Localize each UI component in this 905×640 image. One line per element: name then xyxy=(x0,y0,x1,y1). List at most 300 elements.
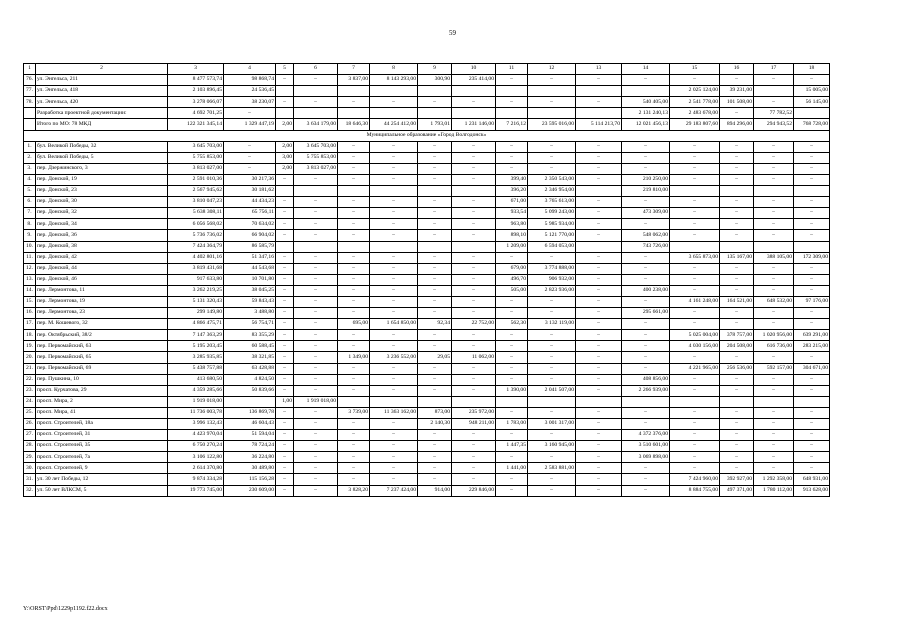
value-cell: – xyxy=(294,174,338,185)
value-cell: – xyxy=(276,75,294,86)
address-cell: пер. Лермонтова, 11 xyxy=(36,285,168,296)
value-cell: – xyxy=(622,341,670,352)
value-cell: – xyxy=(418,230,452,241)
value-cell: 78 724,24 xyxy=(224,441,276,452)
value-cell: – xyxy=(622,296,670,307)
address-cell: пер. Донской, 19 xyxy=(36,174,168,185)
value-cell: 1 780 112,00 xyxy=(754,485,794,496)
value-cell: 1 390,00 xyxy=(496,385,528,396)
table-row xyxy=(24,285,830,296)
table-row xyxy=(24,186,830,197)
value-cell: – xyxy=(452,474,496,485)
value-cell: – xyxy=(622,252,670,263)
value-cell: 1 919 018,00 xyxy=(294,396,338,407)
value-cell: – xyxy=(276,452,294,463)
address-cell: пер. Донской, 42 xyxy=(36,252,168,263)
value-cell: 6 056 568,02 xyxy=(168,219,224,230)
value-cell: – xyxy=(370,296,418,307)
value-cell: – xyxy=(452,152,496,163)
value-cell: – xyxy=(794,141,830,152)
value-cell: – xyxy=(622,419,670,430)
value-cell: 3 510 601,00 xyxy=(622,441,670,452)
value-cell: 5 131 320,43 xyxy=(168,296,224,307)
value-cell: – xyxy=(720,308,754,319)
value-cell: – xyxy=(576,308,622,319)
value-cell xyxy=(294,186,338,197)
value-cell: – xyxy=(528,296,576,307)
value-cell: – xyxy=(452,363,496,374)
column-number: 1 xyxy=(24,64,36,75)
value-cell: – xyxy=(452,97,496,108)
value-cell xyxy=(452,86,496,97)
value-cell: 6 594 053,00 xyxy=(528,241,576,252)
value-cell: – xyxy=(576,319,622,330)
address-cell: пер. Лермонтова, 23 xyxy=(36,308,168,319)
value-cell: – xyxy=(452,263,496,274)
value-cell: 5 438 757,88 xyxy=(168,363,224,374)
address-cell: просп. Мира, 41 xyxy=(36,407,168,418)
value-cell: 29,05 xyxy=(418,352,452,363)
table-row xyxy=(24,452,830,463)
value-cell: – xyxy=(370,308,418,319)
value-cell: – xyxy=(622,152,670,163)
value-cell: – xyxy=(338,296,370,307)
table-row xyxy=(24,241,830,252)
value-cell: 3 645 703,00 xyxy=(168,141,224,152)
value-cell: 59 843,43 xyxy=(224,296,276,307)
value-cell: – xyxy=(276,296,294,307)
value-cell: – xyxy=(452,230,496,241)
value-cell: – xyxy=(338,152,370,163)
value-cell: 913 628,00 xyxy=(794,485,830,496)
value-cell: – xyxy=(370,363,418,374)
value-cell xyxy=(496,86,528,97)
section-row xyxy=(24,130,830,141)
value-cell: – xyxy=(528,474,576,485)
value-cell: 1,00 xyxy=(276,396,294,407)
value-cell: 92,34 xyxy=(418,319,452,330)
value-cell: 2 103 896,45 xyxy=(168,86,224,97)
value-cell: – xyxy=(576,352,622,363)
value-cell: – xyxy=(294,274,338,285)
value-cell: – xyxy=(452,374,496,385)
value-cell: 3 765 613,00 xyxy=(528,197,576,208)
column-number: 6 xyxy=(294,64,338,75)
value-cell: – xyxy=(576,75,622,86)
value-cell xyxy=(754,86,794,97)
value-cell: – xyxy=(276,274,294,285)
value-cell: – xyxy=(294,285,338,296)
value-cell: – xyxy=(370,219,418,230)
value-cell: – xyxy=(576,407,622,418)
value-cell: 256 536,00 xyxy=(720,363,754,374)
value-cell: 219 810,00 xyxy=(622,186,670,197)
value-cell: 17. xyxy=(24,319,36,330)
value-cell xyxy=(576,86,622,97)
value-cell: 4 692 701,25 xyxy=(168,108,224,119)
value-cell: 3 813 027,00 xyxy=(294,163,338,174)
value-cell: – xyxy=(294,75,338,86)
value-cell: – xyxy=(670,407,720,418)
value-cell: 27. xyxy=(24,430,36,441)
value-cell: – xyxy=(528,352,576,363)
value-cell: – xyxy=(528,152,576,163)
value-cell: 2 591 010,36 xyxy=(168,174,224,185)
value-cell: 115 156,28 xyxy=(224,474,276,485)
address-cell: пер. Донской, 34 xyxy=(36,219,168,230)
value-cell: 679,00 xyxy=(496,263,528,274)
value-cell: 38 230,07 xyxy=(224,97,276,108)
value-cell: – xyxy=(576,341,622,352)
value-cell: – xyxy=(370,163,418,174)
value-cell: – xyxy=(720,441,754,452)
value-cell: 300,90 xyxy=(418,75,452,86)
value-cell: – xyxy=(670,75,720,86)
value-cell: – xyxy=(720,152,754,163)
value-cell: – xyxy=(576,152,622,163)
value-cell: – xyxy=(720,419,754,430)
value-cell: – xyxy=(794,219,830,230)
value-cell: – xyxy=(452,452,496,463)
value-cell: – xyxy=(370,208,418,219)
value-cell: 12 021 456,13 xyxy=(622,119,670,130)
value-cell: – xyxy=(338,474,370,485)
table-row xyxy=(24,197,830,208)
value-cell: – xyxy=(754,374,794,385)
value-cell: – xyxy=(294,374,338,385)
value-cell: 16. xyxy=(24,308,36,319)
value-cell: – xyxy=(720,230,754,241)
value-cell: – xyxy=(754,219,794,230)
table-row xyxy=(24,75,830,86)
value-cell: 3 655 873,00 xyxy=(670,252,720,263)
value-cell: – xyxy=(720,285,754,296)
value-cell: 70 634,02 xyxy=(224,219,276,230)
value-cell: 3 069 898,00 xyxy=(622,452,670,463)
value-cell xyxy=(622,86,670,97)
value-cell: – xyxy=(754,263,794,274)
value-cell: – xyxy=(496,296,528,307)
value-cell: – xyxy=(794,208,830,219)
value-cell: – xyxy=(418,263,452,274)
value-cell: 50 839,66 xyxy=(224,385,276,396)
value-cell: – xyxy=(370,430,418,441)
value-cell: 15 005,00 xyxy=(794,86,830,97)
value-cell: – xyxy=(622,352,670,363)
value-cell: 46 604,43 xyxy=(224,419,276,430)
value-cell: 15. xyxy=(24,296,36,307)
value-cell: – xyxy=(496,330,528,341)
value-cell xyxy=(294,241,338,252)
value-cell: – xyxy=(338,219,370,230)
table-row xyxy=(24,274,830,285)
value-cell: – xyxy=(794,230,830,241)
value-cell: – xyxy=(338,308,370,319)
value-cell: 29 183 807,60 xyxy=(670,119,720,130)
value-cell: – xyxy=(496,452,528,463)
table-row xyxy=(24,396,830,407)
value-cell xyxy=(528,108,576,119)
address-cell: ул. 50 лет ВЛКСМ, 5 xyxy=(36,485,168,496)
value-cell: – xyxy=(670,230,720,241)
value-cell: – xyxy=(276,319,294,330)
value-cell: 3 278 066,07 xyxy=(168,97,224,108)
value-cell xyxy=(720,241,754,252)
column-number: 9 xyxy=(418,64,452,75)
value-cell xyxy=(528,396,576,407)
value-cell: 3 819 431,68 xyxy=(168,263,224,274)
value-cell: 28. xyxy=(24,441,36,452)
value-cell: – xyxy=(418,197,452,208)
value-cell: – xyxy=(528,485,576,496)
value-cell: – xyxy=(338,463,370,474)
value-cell: – xyxy=(370,374,418,385)
value-cell: 5 755 853,00 xyxy=(168,152,224,163)
value-cell: – xyxy=(754,352,794,363)
value-cell: 4 030 156,00 xyxy=(670,341,720,352)
value-cell: 3 001 317,00 xyxy=(528,419,576,430)
value-cell: – xyxy=(528,452,576,463)
value-cell: 2 583 881,00 xyxy=(528,463,576,474)
value-cell: 894 296,00 xyxy=(720,119,754,130)
table-row xyxy=(24,263,830,274)
value-cell: – xyxy=(338,97,370,108)
value-cell: – xyxy=(622,219,670,230)
address-cell: пер. Донской, 46 xyxy=(36,274,168,285)
value-cell: 5 985 934,00 xyxy=(528,219,576,230)
value-cell: – xyxy=(452,219,496,230)
value-cell: – xyxy=(576,441,622,452)
value-cell: – xyxy=(276,252,294,263)
value-cell: – xyxy=(576,230,622,241)
value-cell: 44 434,23 xyxy=(224,197,276,208)
column-number: 5 xyxy=(276,64,294,75)
value-cell: – xyxy=(276,474,294,485)
value-cell: – xyxy=(452,385,496,396)
value-cell: 2 541 778,00 xyxy=(670,97,720,108)
value-cell: – xyxy=(452,274,496,285)
value-cell: 743 726,00 xyxy=(622,241,670,252)
value-cell: – xyxy=(370,274,418,285)
column-number: 18 xyxy=(794,64,830,75)
value-cell: – xyxy=(576,485,622,496)
address-cell: ул. Энгельса, 211 xyxy=(36,75,168,86)
value-cell: – xyxy=(452,441,496,452)
value-cell xyxy=(452,396,496,407)
value-cell: – xyxy=(452,296,496,307)
value-cell: – xyxy=(794,407,830,418)
value-cell: – xyxy=(576,285,622,296)
value-cell xyxy=(576,241,622,252)
value-cell: 4 359 285,66 xyxy=(168,385,224,396)
value-cell: – xyxy=(294,197,338,208)
value-cell: – xyxy=(452,197,496,208)
value-cell: 172 309,00 xyxy=(794,252,830,263)
value-cell: – xyxy=(294,252,338,263)
value-cell: 38 045,25 xyxy=(224,285,276,296)
value-cell xyxy=(338,396,370,407)
address-cell: пер. Первомайский, 69 xyxy=(36,363,168,374)
value-cell: – xyxy=(496,363,528,374)
value-cell: 22 752,00 xyxy=(452,319,496,330)
value-cell: – xyxy=(720,374,754,385)
value-cell: – xyxy=(294,319,338,330)
value-cell: 873,00 xyxy=(418,407,452,418)
value-cell: – xyxy=(276,341,294,352)
value-cell xyxy=(496,396,528,407)
column-number: 7 xyxy=(338,64,370,75)
value-cell: – xyxy=(294,474,338,485)
table-row xyxy=(24,319,830,330)
value-cell: 3 106 122,80 xyxy=(168,452,224,463)
value-cell: 44 543,68 xyxy=(224,263,276,274)
value-cell: 6 750 270,24 xyxy=(168,441,224,452)
value-cell: – xyxy=(496,485,528,496)
value-cell: – xyxy=(496,352,528,363)
address-cell: пер. Октябрьский, 38/2 xyxy=(36,330,168,341)
value-cell: 3 285 935,85 xyxy=(168,352,224,363)
value-cell: – xyxy=(418,452,452,463)
value-cell: – xyxy=(754,407,794,418)
value-cell: 7 147 363,29 xyxy=(168,330,224,341)
value-cell: – xyxy=(224,141,276,152)
value-cell xyxy=(670,186,720,197)
value-cell: – xyxy=(622,330,670,341)
address-cell: пер. Первомайский, 65 xyxy=(36,352,168,363)
value-cell: 204 508,00 xyxy=(720,341,754,352)
value-cell xyxy=(276,186,294,197)
column-number: 12 xyxy=(528,64,576,75)
value-cell: – xyxy=(670,385,720,396)
value-cell: – xyxy=(670,163,720,174)
value-cell: – xyxy=(496,341,528,352)
value-cell xyxy=(338,108,370,119)
value-cell: – xyxy=(276,330,294,341)
value-cell: – xyxy=(370,463,418,474)
value-cell: 2 131 240,13 xyxy=(622,108,670,119)
table-row xyxy=(24,463,830,474)
value-cell: – xyxy=(720,75,754,86)
value-cell: 51 347,16 xyxy=(224,252,276,263)
value-cell: – xyxy=(670,263,720,274)
value-cell: – xyxy=(622,407,670,418)
value-cell: – xyxy=(276,419,294,430)
value-cell xyxy=(370,396,418,407)
value-cell: – xyxy=(528,363,576,374)
value-cell: – xyxy=(576,385,622,396)
value-cell: – xyxy=(754,441,794,452)
value-cell: 295 661,00 xyxy=(622,308,670,319)
value-cell: 38 321,85 xyxy=(224,352,276,363)
address-cell: Итого по МО: 78 МКД xyxy=(36,119,168,130)
value-cell: 8 143 293,00 xyxy=(370,75,418,86)
value-cell: – xyxy=(370,285,418,296)
table-row xyxy=(24,163,830,174)
value-cell: 378 757,00 xyxy=(720,330,754,341)
value-cell: – xyxy=(576,252,622,263)
value-cell xyxy=(794,241,830,252)
value-cell: 13. xyxy=(24,274,36,285)
value-cell: 639 291,00 xyxy=(794,330,830,341)
value-cell: – xyxy=(418,152,452,163)
value-cell: 1 783,00 xyxy=(496,419,528,430)
value-cell: 7 424 960,00 xyxy=(670,474,720,485)
value-cell: 136 869,78 xyxy=(224,407,276,418)
value-cell: 3 837,00 xyxy=(338,75,370,86)
value-cell: 4 866 475,71 xyxy=(168,319,224,330)
value-cell: 22. xyxy=(24,374,36,385)
column-number: 4 xyxy=(224,64,276,75)
value-cell: – xyxy=(576,274,622,285)
value-cell: – xyxy=(670,419,720,430)
address-cell: пер. Донской, 44 xyxy=(36,263,168,274)
value-cell: 400 238,00 xyxy=(622,285,670,296)
value-cell xyxy=(418,241,452,252)
value-cell: 7 216,12 xyxy=(496,119,528,130)
value-cell: – xyxy=(622,319,670,330)
value-cell: – xyxy=(276,407,294,418)
value-cell: – xyxy=(338,208,370,219)
value-cell: 917 633,80 xyxy=(168,274,224,285)
value-cell: – xyxy=(576,474,622,485)
value-cell: 235 414,00 xyxy=(452,75,496,86)
table-row xyxy=(24,419,830,430)
value-cell: 30 489,80 xyxy=(224,463,276,474)
value-cell: – xyxy=(338,330,370,341)
value-cell: – xyxy=(622,474,670,485)
value-cell xyxy=(720,396,754,407)
value-cell: 11 736 003,78 xyxy=(168,407,224,418)
value-cell: 9. xyxy=(24,230,36,241)
value-cell: – xyxy=(338,263,370,274)
address-cell: ул. 30 лет Победы, 12 xyxy=(36,474,168,485)
value-cell: – xyxy=(452,163,496,174)
value-cell: – xyxy=(794,75,830,86)
value-cell: 3 262 219,25 xyxy=(168,285,224,296)
value-cell: – xyxy=(418,430,452,441)
value-cell: – xyxy=(794,285,830,296)
value-cell: 210 250,00 xyxy=(622,174,670,185)
table-row xyxy=(24,485,830,496)
value-cell: 299 149,80 xyxy=(168,308,224,319)
value-cell: – xyxy=(338,430,370,441)
value-cell: – xyxy=(528,407,576,418)
value-cell: – xyxy=(754,197,794,208)
value-cell: 10. xyxy=(24,241,36,252)
value-cell: – xyxy=(754,285,794,296)
address-cell: просп. Строителей, 31 xyxy=(36,430,168,441)
address-cell: пер. Лермонтова, 19 xyxy=(36,296,168,307)
value-cell: – xyxy=(754,230,794,241)
value-cell: – xyxy=(418,208,452,219)
value-cell: – xyxy=(452,463,496,474)
value-cell xyxy=(370,86,418,97)
value-cell: 26. xyxy=(24,419,36,430)
value-cell: 11 363 162,00 xyxy=(370,407,418,418)
value-cell: 1 292 358,00 xyxy=(754,474,794,485)
value-cell: – xyxy=(754,174,794,185)
value-cell: – xyxy=(670,374,720,385)
value-cell xyxy=(276,108,294,119)
column-number: 17 xyxy=(754,64,794,75)
value-cell: 768 728,00 xyxy=(794,119,830,130)
value-cell: – xyxy=(622,485,670,496)
value-cell: 2 614 370,80 xyxy=(168,463,224,474)
value-cell: 7 424 364,79 xyxy=(168,241,224,252)
value-cell: 20. xyxy=(24,352,36,363)
column-number: 8 xyxy=(370,64,418,75)
value-cell xyxy=(452,108,496,119)
